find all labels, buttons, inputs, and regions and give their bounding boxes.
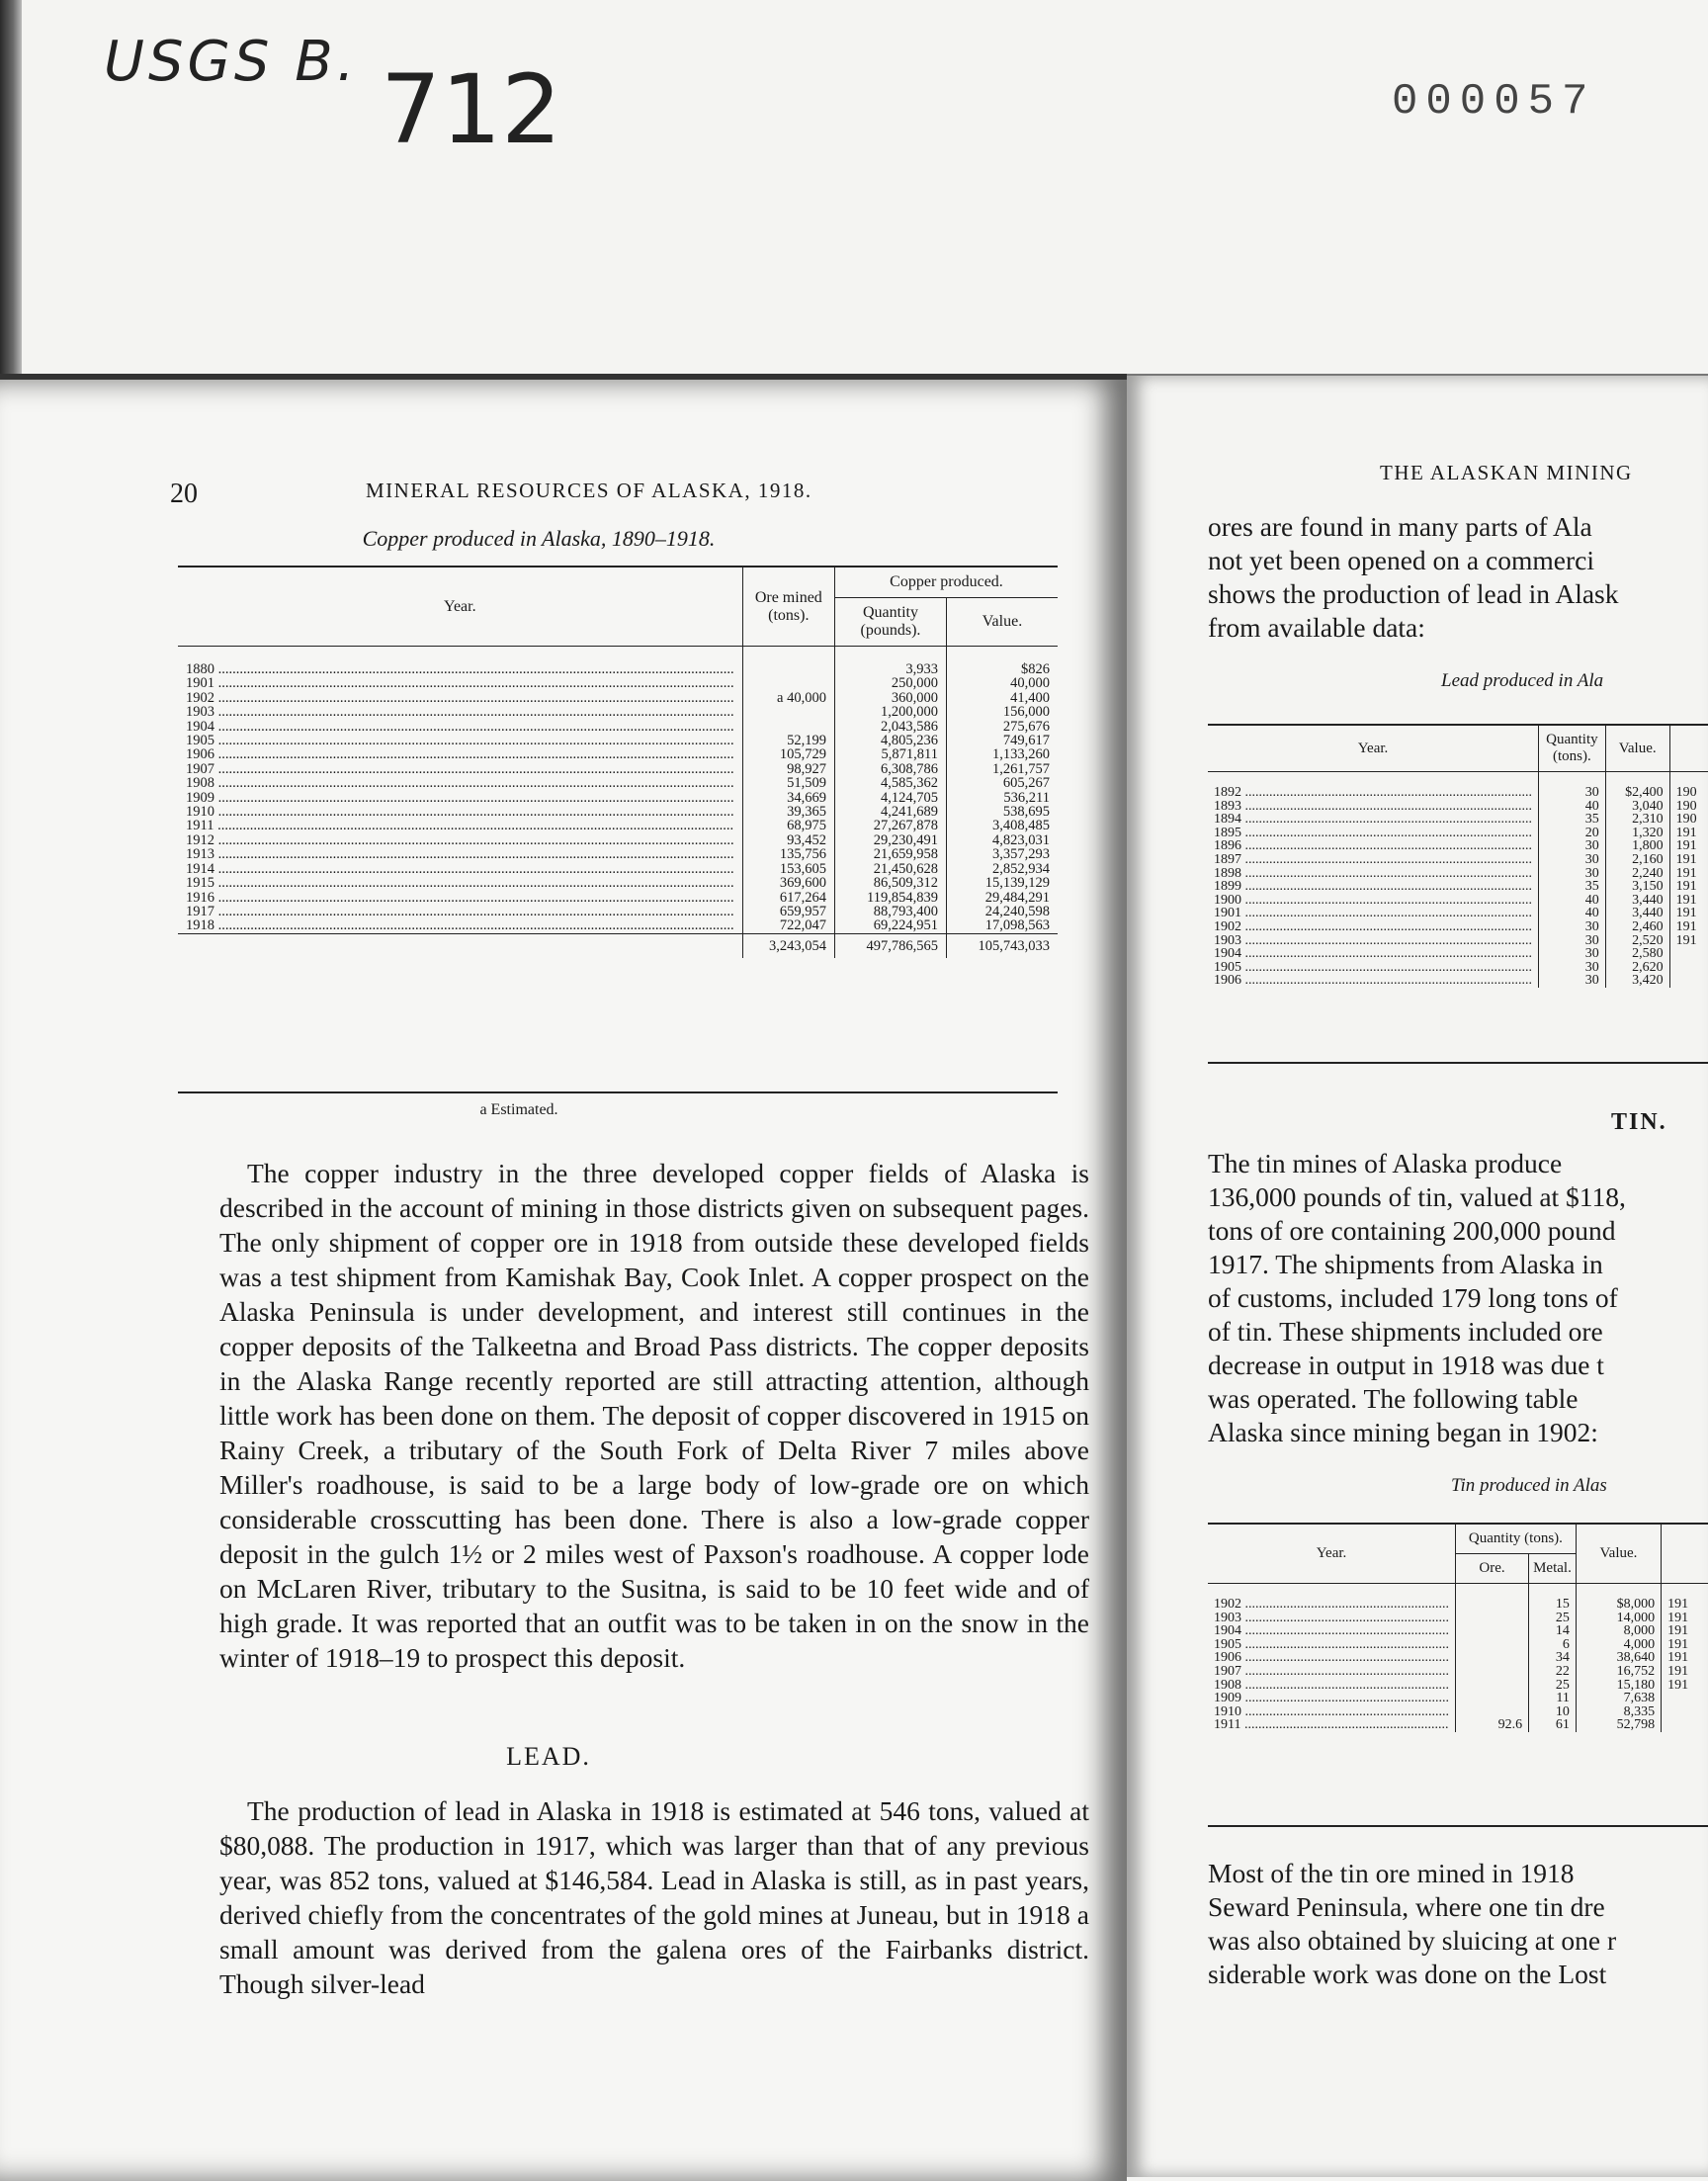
text-line: Most of the tin ore mined in 1918 [1208,1858,1575,1888]
year-cell: 1910 ..... [1208,1705,1456,1719]
value-cell: 52,798 [1576,1718,1661,1732]
metal-cell: 11 [1529,1692,1577,1705]
text-line: of customs, included 179 long tons of [1208,1282,1618,1313]
table-row [178,833,1058,847]
year-cell: 1900 ..... [1208,894,1539,908]
table-row [178,705,1058,719]
quantity-cell: 119,854,839 [834,891,946,905]
ore-cell: 93,452 [742,833,834,847]
quantity-cell: 21,450,628 [834,862,946,876]
quantity-cell: 30 [1539,974,1606,988]
year-cell: 1917 ..... [178,905,742,918]
table-row [1208,1651,1708,1665]
year-cell: 1911 ..... [1208,1718,1456,1732]
col-value: Value. [946,598,1058,647]
year-cell: 1909 ..... [178,791,742,805]
value-cell: 3,357,293 [946,847,1058,861]
year-cell: 1907 ..... [178,762,742,776]
value-cell: 1,133,260 [946,747,1058,761]
year-cell: 1910 ..... [178,805,742,819]
total-ore: 3,243,054 [742,933,834,958]
text-line: siderable work was done on the Lost [1208,1959,1607,1989]
continued-cell: 191 [1662,1612,1708,1625]
table-row [178,891,1058,905]
quantity-cell: 40 [1539,907,1606,920]
tin-col-quantity: Quantity (tons). [1456,1524,1577,1554]
value-cell: 2,240 [1605,867,1669,881]
year-cell: 1895 ..... [1208,827,1539,840]
table-row [1208,839,1708,853]
text-line: 1917. The shipments from Alaska in [1208,1249,1603,1279]
text-line: 136,000 pounds of tin, valued at $118, [1208,1181,1626,1212]
year-cell: 1899 ..... [1208,880,1539,894]
text-line: was also obtained by sluicing at one r [1208,1925,1617,1956]
lead-table-caption: Lead produced in Ala [1441,670,1604,691]
year-cell: 1906 ..... [178,747,742,761]
value-cell: 536,211 [946,791,1058,805]
year-cell: 1904 ..... [178,720,742,734]
ore-cell [1456,1612,1529,1625]
table-row [1208,800,1708,814]
metal-cell: 25 [1529,1679,1577,1693]
table-row [178,762,1058,776]
year-cell: 1905 ..... [178,734,742,747]
year-cell: 1918 ..... [178,918,742,933]
ore-cell: 722,047 [742,918,834,933]
text-line: from available data: [1208,612,1425,643]
continued-cell: 191 [1669,934,1708,948]
metal-cell: 14 [1529,1624,1577,1638]
ore-cell [1456,1638,1529,1652]
table-row [178,747,1058,761]
quantity-cell: 4,805,236 [834,734,946,747]
value-cell: $826 [946,647,1058,677]
metal-cell: 61 [1529,1718,1577,1732]
table-row [1208,907,1708,920]
page-stamp: 000057 [1392,77,1596,127]
lead-paragraph [219,1793,1089,2001]
value-cell: 3,040 [1605,800,1669,814]
col-year: Year. [178,567,742,647]
continued-cell: 190 [1669,800,1708,814]
continued-cell [1662,1718,1708,1732]
value-cell: 3,408,485 [946,819,1058,832]
value-cell: 605,267 [946,776,1058,790]
value-cell: 156,000 [946,705,1058,719]
table-row [178,905,1058,918]
metal-cell: 6 [1529,1638,1577,1652]
text-line: decrease in output in 1918 was due t [1208,1350,1604,1380]
year-cell: 1904 ..... [1208,947,1539,961]
quantity-cell: 27,267,878 [834,819,946,832]
quantity-cell: 21,659,958 [834,847,946,861]
text-line: The tin mines of Alaska produce [1208,1148,1563,1178]
metal-cell: 15 [1529,1584,1577,1612]
value-cell: 2,310 [1605,813,1669,827]
value-cell: 38,640 [1576,1651,1661,1665]
value-cell: $8,000 [1576,1584,1661,1612]
quantity-cell: 35 [1539,813,1606,827]
table-row [178,776,1058,790]
lead-col-value: Value. [1605,725,1669,772]
tin-intro-text [1208,1147,1708,1449]
quantity-cell: 29,230,491 [834,833,946,847]
table-row [1208,974,1708,988]
handwritten-number: 712 [381,54,562,165]
value-cell: 40,000 [946,676,1058,690]
quantity-cell: 30 [1539,920,1606,934]
ore-cell: 51,509 [742,776,834,790]
table-row [178,876,1058,890]
continued-cell: 191 [1662,1665,1708,1679]
continued-cell: 191 [1669,867,1708,881]
value-cell: 749,617 [946,734,1058,747]
metal-cell: 25 [1529,1612,1577,1625]
ore-cell: 98,927 [742,762,834,776]
table-row [1208,867,1708,881]
year-cell: 1908 ..... [1208,1679,1456,1693]
value-cell: 15,180 [1576,1679,1661,1693]
text-line: was operated. The following table [1208,1383,1579,1414]
continued-cell [1662,1692,1708,1705]
table-row [1208,894,1708,908]
right-running-head: THE ALASKAN MINING [1380,461,1633,484]
value-cell: 1,800 [1605,839,1669,853]
value-cell: 3,420 [1605,974,1669,988]
total-label-cell [178,933,742,958]
col-quantity: Quantity (pounds). [834,598,946,647]
ore-cell: 52,199 [742,734,834,747]
quantity-cell: 30 [1539,853,1606,867]
continued-cell: 191 [1669,853,1708,867]
table-row [1208,1624,1708,1638]
year-cell: 1897 ..... [1208,853,1539,867]
ore-cell: 105,729 [742,747,834,761]
quantity-cell: 30 [1539,947,1606,961]
value-cell: 2,520 [1605,934,1669,948]
tin-table [1208,1523,1708,1732]
col-copper-produced: Copper produced. [834,567,1058,598]
text-line: of tin. These shipments included ore [1208,1316,1603,1347]
quantity-cell: 69,224,951 [834,918,946,933]
value-cell: 2,160 [1605,853,1669,867]
quantity-cell: 30 [1539,961,1606,975]
quantity-cell: 4,585,362 [834,776,946,790]
table-row [1208,1705,1708,1719]
ore-cell: 135,756 [742,847,834,861]
table-row [178,720,1058,734]
ore-cell: 68,975 [742,819,834,832]
continued-cell: 191 [1662,1624,1708,1638]
quantity-cell: 30 [1539,934,1606,948]
tin-table-bottom-rule [1208,1825,1708,1827]
value-cell: 2,852,934 [946,862,1058,876]
ore-cell [742,676,834,690]
year-cell: 1914 ..... [178,862,742,876]
quantity-cell: 40 [1539,894,1606,908]
table-row [1208,813,1708,827]
value-cell: 8,000 [1576,1624,1661,1638]
lead-intro-text [1208,510,1708,645]
ore-cell: 153,605 [742,862,834,876]
year-cell: 1903 ..... [1208,934,1539,948]
year-cell: 1902 ..... [1208,1584,1456,1612]
table-row [1208,1665,1708,1679]
tin-closing-text [1208,1857,1708,1991]
year-cell: 1902 ..... [178,691,742,705]
continued-cell: 191 [1662,1679,1708,1693]
year-cell: 1913 ..... [178,847,742,861]
ore-cell [1456,1624,1529,1638]
continued-cell [1669,974,1708,988]
text-line: shows the production of lead in Alask [1208,578,1619,609]
value-cell: 24,240,598 [946,905,1058,918]
continued-cell: 191 [1669,920,1708,934]
value-cell: 1,261,757 [946,762,1058,776]
ore-cell [1456,1651,1529,1665]
table-row [1208,1584,1708,1612]
year-cell: 1916 ..... [178,891,742,905]
continued-cell: 191 [1669,894,1708,908]
year-cell: 1894 ..... [1208,813,1539,827]
year-cell: 1903 ..... [1208,1612,1456,1625]
continued-cell: 191 [1662,1651,1708,1665]
year-cell: 1902 ..... [1208,920,1539,934]
value-cell: 275,676 [946,720,1058,734]
table-row [178,918,1058,933]
quantity-cell: 86,509,312 [834,876,946,890]
year-cell: 1896 ..... [1208,839,1539,853]
footnote: a Estimated. [479,1101,558,1118]
value-cell: 2,620 [1605,961,1669,975]
ore-cell [1456,1584,1529,1612]
value-cell: 3,150 [1605,880,1669,894]
total-value: 105,743,033 [946,933,1058,958]
value-cell: 17,098,563 [946,918,1058,933]
tin-col-continued [1662,1524,1708,1584]
table-row [1208,920,1708,934]
year-cell: 1904 ..... [1208,1624,1456,1638]
copper-table [178,566,1058,958]
continued-cell: 191 [1662,1584,1708,1612]
table-row [1208,827,1708,840]
year-cell: 1880 ..... [178,647,742,677]
year-cell: 1908 ..... [178,776,742,790]
table-row [178,647,1058,677]
year-cell: 1905 ..... [1208,1638,1456,1652]
continued-cell [1669,961,1708,975]
value-cell: 4,823,031 [946,833,1058,847]
table-row [1208,1612,1708,1625]
tin-col-year: Year. [1208,1524,1456,1584]
ore-cell [1456,1692,1529,1705]
quantity-cell: 6,308,786 [834,762,946,776]
lead-paragraph-text: The production of lead in Alaska in 1918 is estimated at 546 tons, valued at $80,088. The production in 1917, which was larger than that of any previous year, was 852 tons, valued at $146,584. Lead in Alaska is still, as in past years, derived chiefly from the concentrates of the gold mines at Juneau, but in 1918 a small amount was derived from the galena ores of the Fairbanks district. Though silver-lead [219,1795,1089,1999]
copper-table-title: Copper produced in Alaska, 1890–1918. [362,526,716,551]
total-row [178,933,1058,958]
ore-cell [1456,1665,1529,1679]
table-row [178,791,1058,805]
year-cell: 1892 ..... [1208,772,1539,800]
lead-col-year: Year. [1208,725,1539,772]
ore-cell: 92.6 [1456,1718,1529,1732]
table-row [1208,1692,1708,1705]
continued-cell: 190 [1669,813,1708,827]
ore-cell [742,720,834,734]
ore-cell: 369,600 [742,876,834,890]
year-cell: 1911 ..... [178,819,742,832]
year-cell: 1898 ..... [1208,867,1539,881]
ore-cell [742,705,834,719]
ore-cell: 34,669 [742,791,834,805]
quantity-cell: 250,000 [834,676,946,690]
value-cell: 3,440 [1605,907,1669,920]
lead-table [1208,724,1708,988]
quantity-cell: 4,241,689 [834,805,946,819]
quantity-cell: 5,871,811 [834,747,946,761]
quantity-cell: 88,793,400 [834,905,946,918]
metal-cell: 34 [1529,1651,1577,1665]
value-cell: 14,000 [1576,1612,1661,1625]
table-row [1208,934,1708,948]
quantity-cell: 2,043,586 [834,720,946,734]
year-cell: 1901 ..... [178,676,742,690]
value-cell: 8,335 [1576,1705,1661,1719]
value-cell: 29,484,291 [946,891,1058,905]
col-ore: Ore mined (tons). [742,567,834,647]
table-row [1208,1679,1708,1693]
year-cell: 1906 ..... [1208,1651,1456,1665]
total-quantity: 497,786,565 [834,933,946,958]
value-cell: 7,638 [1576,1692,1661,1705]
quantity-cell: 20 [1539,827,1606,840]
text-line: Seward Peninsula, where one tin dre [1208,1891,1605,1922]
value-cell: 2,460 [1605,920,1669,934]
quantity-cell: 360,000 [834,691,946,705]
continued-cell: 190 [1669,772,1708,800]
continued-cell: 191 [1669,880,1708,894]
quantity-cell: 4,124,705 [834,791,946,805]
ore-cell: 659,957 [742,905,834,918]
table-row [178,734,1058,747]
year-cell: 1901 ..... [1208,907,1539,920]
left-page [0,374,1127,2181]
handwritten-label: USGS B. [104,30,359,94]
value-cell: 2,580 [1605,947,1669,961]
value-cell: 15,139,129 [946,876,1058,890]
table-row [178,691,1058,705]
table-row [1208,961,1708,975]
value-cell: 1,320 [1605,827,1669,840]
ore-cell [742,647,834,677]
quantity-cell: 30 [1539,867,1606,881]
quantity-cell: 40 [1539,800,1606,814]
quantity-cell: 30 [1539,839,1606,853]
table-row [178,676,1058,690]
ore-cell: a 40,000 [742,691,834,705]
text-line: Alaska since mining began in 1902: [1208,1417,1598,1447]
table-bottom-rule [178,1091,1058,1093]
table-row [1208,880,1708,894]
table-row [1208,853,1708,867]
ore-cell: 39,365 [742,805,834,819]
year-cell: 1893 ..... [1208,800,1539,814]
ore-cell [1456,1705,1529,1719]
continued-cell: 191 [1669,839,1708,853]
quantity-cell: 30 [1539,772,1606,800]
value-cell: 3,440 [1605,894,1669,908]
continued-cell: 191 [1669,907,1708,920]
text-line: not yet been opened on a commerci [1208,545,1594,575]
quantity-cell: 1,200,000 [834,705,946,719]
tin-col-metal: Metal. [1529,1554,1577,1584]
year-cell: 1915 ..... [178,876,742,890]
quantity-cell: 35 [1539,880,1606,894]
year-cell: 1903 ..... [178,705,742,719]
table-row [1208,1638,1708,1652]
year-cell: 1909 ..... [1208,1692,1456,1705]
value-cell: 41,400 [946,691,1058,705]
table-row [1208,772,1708,800]
tin-col-value: Value. [1576,1524,1661,1584]
lead-col-continued [1669,725,1708,772]
year-cell: 1905 ..... [1208,961,1539,975]
year-cell: 1906 ..... [1208,974,1539,988]
continued-cell: 191 [1662,1638,1708,1652]
metal-cell: 10 [1529,1705,1577,1719]
lead-table-bottom-rule [1208,1062,1708,1064]
value-cell: 16,752 [1576,1665,1661,1679]
page-number: 20 [170,479,198,509]
table-row [178,805,1058,819]
text-line: ores are found in many parts of Ala [1208,511,1592,542]
quantity-cell: 3,933 [834,647,946,677]
ore-cell: 617,264 [742,891,834,905]
value-cell: 4,000 [1576,1638,1661,1652]
lead-col-qty: Quantity (tons). [1539,725,1606,772]
running-head: MINERAL RESOURCES OF ALASKA, 1918. [366,479,812,502]
table-row [1208,1718,1708,1732]
table-row [1208,947,1708,961]
year-cell: 1907 ..... [1208,1665,1456,1679]
ore-cell [1456,1679,1529,1693]
tin-col-ore: Ore. [1456,1554,1529,1584]
table-row [178,862,1058,876]
value-cell: $2,400 [1605,772,1669,800]
text-line: tons of ore containing 200,000 pound [1208,1215,1616,1246]
tin-heading: TIN. [1611,1109,1667,1135]
value-cell: 538,695 [946,805,1058,819]
tin-table-caption: Tin produced in Alas [1451,1475,1607,1496]
copper-paragraph [219,1156,1089,1675]
table-row [178,847,1058,861]
lead-heading: LEAD. [506,1742,591,1771]
table-row [178,819,1058,832]
continued-cell [1662,1705,1708,1719]
continued-cell [1669,947,1708,961]
metal-cell: 22 [1529,1665,1577,1679]
continued-cell: 191 [1669,827,1708,840]
right-page [1127,374,1708,2177]
year-cell: 1912 ..... [178,833,742,847]
copper-paragraph-text: The copper industry in the three developed copper fields of Alaska is described in the account of mining in those districts given on subsequent pages. The only shipment of copper ore in 1918 from outside these developed fields was a test shipment from Kamishak Bay, Cook Inlet. A copper prospect on the Alaska Peninsula is under development, and interest still continues in the copper deposits of the Talkeetna and Broad Pass districts. The copper deposits in the Alaska Range recently reported are still attracting attention, although little work has been done on them. The deposit of copper discovered in 1915 on Rainy Creek, a tributary of the South Fork of Delta River 7 miles above Miller's roadhouse, is said to be a large body of low-grade ore on which considerable crosscutting has been done. There is also a low-grade copper deposit in the gulch 1½ or 2 miles west of Paxson's roadhouse. A copper lode on McLaren River, tributary to the Susitna, is said to be 10 feet wide and of high grade. It was reported that an outfit was to be taken in on the snow in the winter of 1918–19 to prospect this deposit. [219,1158,1089,1673]
